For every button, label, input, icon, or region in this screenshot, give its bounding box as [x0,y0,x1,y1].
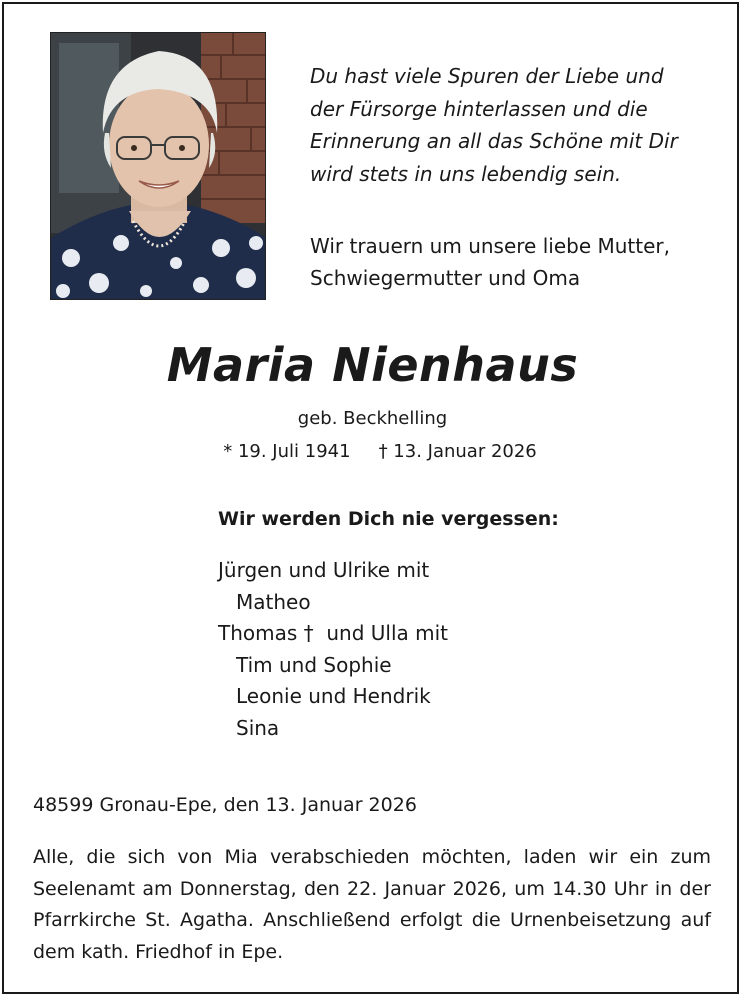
family-member: Thomas † und Ulla mit [218,621,449,646]
mourning-intro [310,230,730,294]
family-member: Sina [236,715,280,740]
intro-line: Wir trauern um unsere liebe Mutter, [310,234,670,258]
poem [310,60,730,190]
family-member: Jürgen und Ulrike mit [218,558,430,582]
death-date: † 13. Januar 2026 [378,441,537,462]
poem-line: wird stets in uns lebendig sein. [310,161,622,186]
poem-line: Du hast viele Spuren der Liebe und [310,64,664,88]
portrait-photo [50,32,266,300]
family-member: Tim und Sophie [236,652,392,677]
poem-line: Erinnerung an all das Schöne mit Dir [310,129,678,153]
poem-line: der Fürsorge hinterlassen und die [310,96,648,121]
deceased-name: Maria Nienhaus [166,338,579,392]
birth-name: geb. Beckhelling [297,408,448,429]
place-date: 48599 Gronau-Epe, den 13. Januar 2026 [33,794,417,816]
family-list [218,555,448,745]
remember-heading: Wir werden Dich nie vergessen: [218,508,559,530]
family-member: Matheo [236,589,311,614]
life-dates [200,441,560,462]
family-member: Leonie und Hendrik [236,684,431,709]
funeral-notice: Alle, die sich von Mia verabschieden möchten, laden wir ein zum Seelenamt am Donnerstag, den 22. Januar 2026, um 14.30 Uhr in der Pfarrkirche St. Agatha. Anschließend erfolgt die Urnenbeisetzung auf dem kath. Friedhof in Epe. [33,846,711,963]
intro-line: Schwiegermutter und Oma [310,266,581,290]
birth-date: * 19. Juli 1941 [223,441,351,462]
